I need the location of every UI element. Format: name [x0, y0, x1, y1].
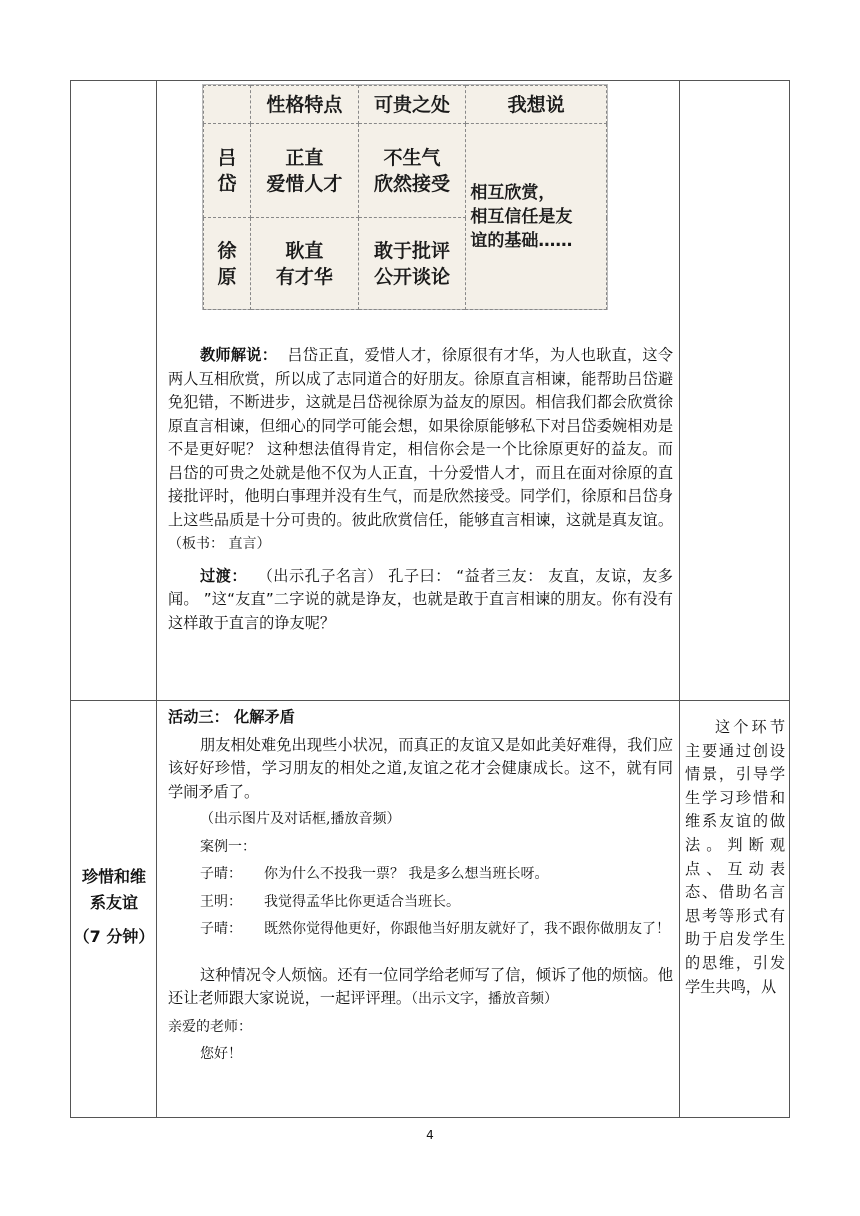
activity-intro: 朋友相处难免出现些小状况，而真正的友谊又是如此美好难得，我们应该好好珍惜，学习朋友的相处之道,友谊之花才会健康成长。这不，就有同学闹矛盾了。 [168, 735, 673, 801]
say-cell: 相互欣赏， 相互信任是友 谊的基础…… [466, 124, 607, 310]
stage-title-cell [72, 864, 156, 950]
explain-text: 吕岱正直，爱惜人才，徐原很有才华，为人也耿直，这令两人互相欣赏，所以成了志同道合的好朋友。徐原直言相谏，能帮助吕岱避免犯错，不断进步，这就是吕岱视徐原为益友的原因。相信我们都会欣赏徐原直言相谏，但细心的同学可能会想，如果徐原能够私下对吕岱委婉相劝是不是更好呢？ 这种想法值得肯定，相信你会是一个比徐原更好的益友。而吕岱的可贵之处就是他不仅为人正直，十分爱惜人才，而且在面对徐原的直接批评时，他明白事理并没有生气，而是欣然接受。同学们，徐原和吕岱身上这些品质是十分可贵的。彼此欣赏信任，能够直言相谏，这就是真友谊。 [168, 346, 674, 529]
activity-block [168, 706, 673, 1067]
row-divider [70, 700, 790, 701]
transition-label: 过渡： [200, 566, 247, 585]
character-comparison-image [202, 84, 608, 310]
dialog-text: 我觉得孟华比你更适合当班长。 [264, 893, 460, 910]
letter-greeting: 您好！ [200, 1046, 242, 1062]
transition-text: （出示孔子名言） 孔子曰： “益者三友： 友直，友谅，友多闻。 ”这“友直”二字说的就是诤友，也就是敢于直言相谏的朋友。你有没有这样敢于直言的诤友呢？ [168, 566, 673, 632]
stage-title-line1: 珍惜和维 [81, 867, 146, 886]
column-divider [156, 80, 157, 1118]
header-say: 我想说 [466, 86, 607, 124]
dialog-line [168, 863, 673, 887]
page-number: 4 [426, 1128, 434, 1142]
dialog-speaker: 王明： [200, 893, 242, 910]
design-intent-cell [685, 716, 785, 999]
row-merits: 敢于批评 公开谈论 [358, 218, 466, 310]
row-traits: 耿直 有才华 [251, 218, 359, 310]
row-merits: 不生气 欣然接受 [358, 124, 466, 218]
dialog-text: 你为什么不投我一票？ 我是多么想当班长呀。 [264, 866, 549, 882]
column-divider [679, 80, 680, 1118]
stage-title-line2: 系友谊 [89, 893, 138, 912]
header-merits: 可贵之处 [358, 86, 466, 124]
activity-title: 活动三： 化解矛盾 [168, 708, 295, 726]
dialog-speaker: 子晴： [200, 866, 242, 882]
dialog-line [168, 891, 673, 915]
case-label: 案例一： [200, 838, 256, 855]
header-traits: 性格特点 [251, 86, 359, 124]
row-name: 吕 岱 [204, 124, 251, 218]
row-name: 徐 原 [204, 218, 251, 310]
show-note: （出示图片及对话框,播放音频） [200, 811, 401, 827]
letter-salutation: 亲爱的老师： [168, 1018, 252, 1035]
row-traits: 正直 爱惜人才 [251, 124, 359, 218]
explain-label: 教师解说： [200, 346, 278, 364]
board-note: （板书： 直言） [168, 536, 271, 552]
para2: 这种情况令人烦恼。还有一位同学给老师写了信，倾诉了他的烦恼。他还让老师跟大家说说，一起评评理。 [168, 965, 673, 1007]
design-note: 这个环节主要通过创设情景，引导学生学习珍惜和维系友谊的做法。判断观点、互动表态、借助名言思考等形式有助于启发学生的思维，引发学生共鸣，从 [685, 718, 785, 996]
para2-note: （出示文字，播放音频） [411, 991, 558, 1007]
dialog-text: 既然你觉得他更好，你跟他当好朋友就好了，我不跟你做朋友了！ [264, 921, 670, 937]
dialog-line [168, 918, 673, 942]
dialog-speaker: 子晴： [200, 921, 242, 937]
stage-time: （7 分钟） [73, 927, 155, 946]
explanation-block [168, 344, 673, 635]
